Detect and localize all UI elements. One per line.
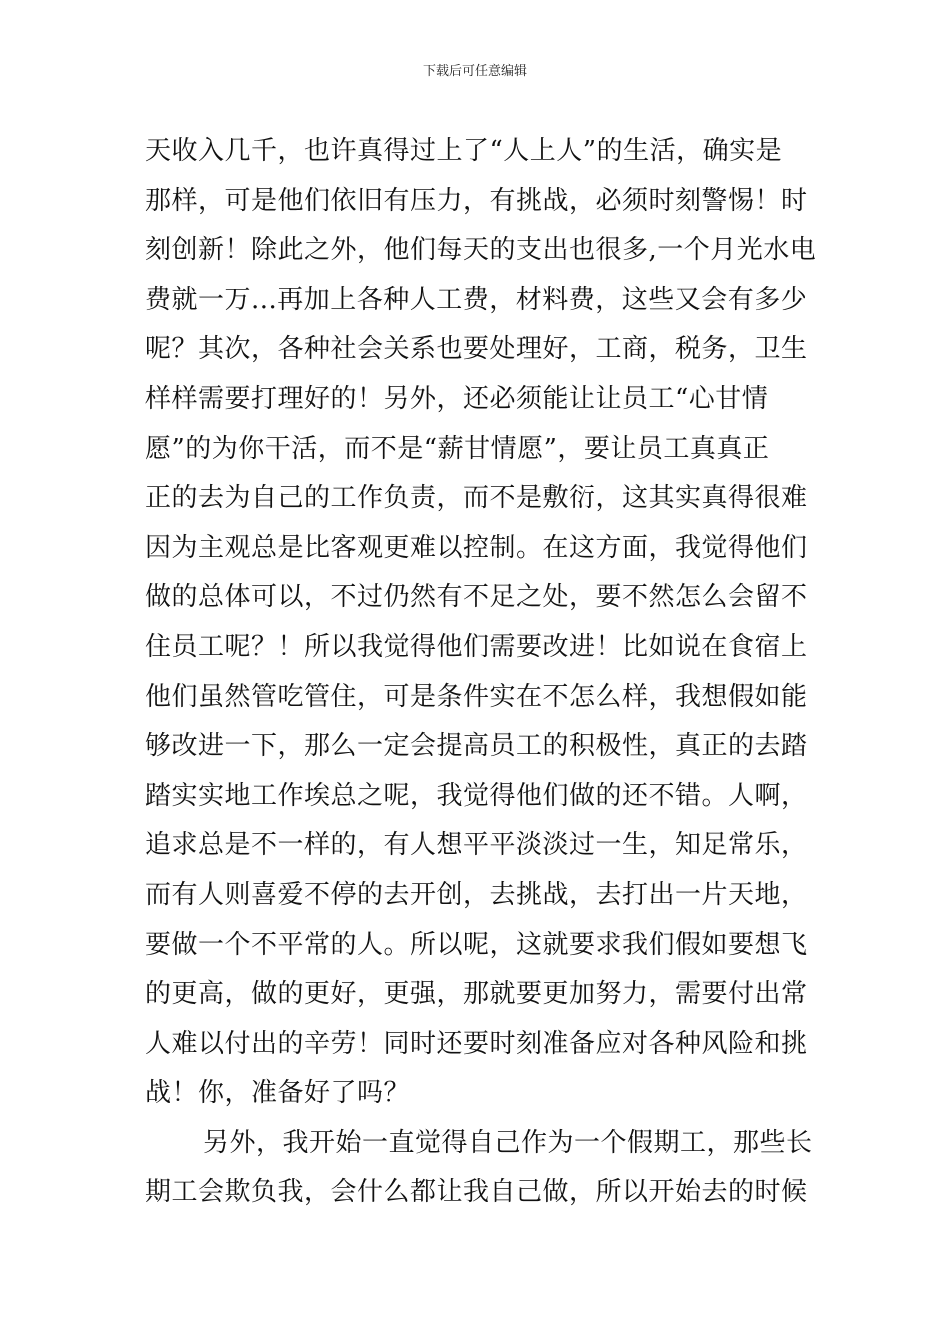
paragraph-1 — [145, 127, 817, 1119]
document-body — [145, 127, 817, 1218]
text-line: 追求总是不一样的，有人想平平淡淡过一生，知足常乐， — [145, 830, 808, 861]
paragraph-2 — [145, 1119, 813, 1218]
text-line: 要做一个不平常的人。所以呢，这就要求我们假如要想飞 — [145, 929, 808, 960]
text-line: 愿”的为你干活，而不是“薪甘情愿”，要让员工真真正 — [145, 433, 770, 464]
text-line: 踏实实地工作埃总之呢，我觉得他们做的还不错。人啊， — [145, 780, 808, 811]
text-line: 样样需要打理好的！另外，还必须能让让员工“心甘情 — [145, 383, 769, 414]
text-line: 人难以付出的辛劳！同时还要时刻准备应对各种风险和挑 — [145, 1028, 808, 1059]
text-line: 那样，可是他们依旧有压力，有挑战，必须时刻警惕！时 — [145, 185, 808, 216]
text-line: 做的总体可以，不过仍然有不足之处，要不然怎么会留不 — [145, 582, 808, 613]
text-line: 而有人则喜爱不停的去开创，去挑战，去打出一片天地， — [145, 879, 808, 910]
text-line: 战！你，准备好了吗？ — [145, 1078, 411, 1109]
text-line: 因为主观总是比客观更难以控制。在这方面，我觉得他们 — [145, 532, 808, 563]
text-line: 正的去为自己的工作负责，而不是敷衍，这其实真得很难 — [145, 483, 808, 514]
text-line: 的更高，做的更好，更强，那就要更加努力，需要付出常 — [145, 979, 808, 1010]
text-line: 天收入几千，也许真得过上了“人上人”的生活，确实是 — [145, 136, 783, 166]
text-line: 他们虽然管吃管住，可是条件实在不怎么样，我想假如能 — [145, 681, 808, 712]
text-line: 够改进一下，那么一定会提高员工的积极性，真正的去踏 — [145, 731, 808, 762]
text-line: 住员工呢？！所以我觉得他们需要改进！比如说在食宿上 — [145, 631, 808, 662]
text-line: 另外，我开始一直觉得自己作为一个假期工，那些长 — [203, 1127, 813, 1158]
text-line: 费就一万...再加上各种人工费，材料费，这些又会有多少 — [145, 284, 808, 315]
text-line: 期工会欺负我，会什么都让我自己做，所以开始去的时候 — [145, 1177, 808, 1208]
text-line: 呢？其次，各种社会关系也要处理好，工商，税务，卫生 — [145, 334, 808, 365]
page-header: 下载后可任意编辑 — [422, 64, 527, 79]
text-line: 刻创新！除此之外，他们每天的支出也很多,一个月光水电 — [145, 235, 817, 266]
